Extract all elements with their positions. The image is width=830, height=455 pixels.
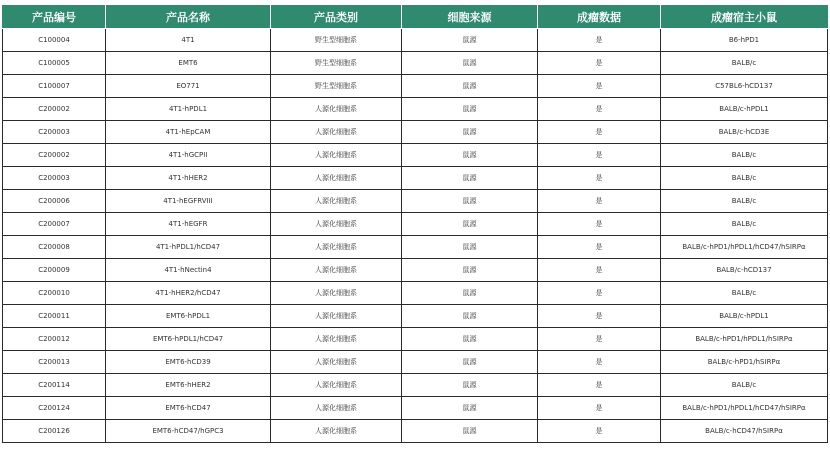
cell-host-mouse: BALB/c-hCD137	[661, 259, 828, 282]
cell-product-name: 4T1-hEGFRVIII	[106, 190, 271, 213]
cell-product-category: 野生型细胞系	[271, 29, 402, 52]
cell-cell-source: 鼠源	[402, 167, 538, 190]
table-row	[3, 282, 828, 305]
cell-host-mouse: BALB/c-hCD47/hSIRPα	[661, 420, 828, 443]
cell-product-name: EMT6-hCD47	[106, 397, 271, 420]
cell-product-name: 4T1-hPDL1/hCD47	[106, 236, 271, 259]
cell-product-name: EMT6-hCD39	[106, 351, 271, 374]
cell-product-category: 人源化细胞系	[271, 282, 402, 305]
table-row	[3, 190, 828, 213]
cell-product-id: C200124	[3, 397, 106, 420]
cell-host-mouse: BALB/c	[661, 374, 828, 397]
table-row	[3, 167, 828, 190]
cell-cell-source: 鼠源	[402, 52, 538, 75]
header-tumor-data: 成瘤数据	[538, 6, 661, 29]
cell-product-name: 4T1-hEpCAM	[106, 121, 271, 144]
cell-product-name: EMT6	[106, 52, 271, 75]
cell-cell-source: 鼠源	[402, 98, 538, 121]
cell-product-category: 人源化细胞系	[271, 328, 402, 351]
cell-tumor-data: 是	[538, 236, 661, 259]
cell-tumor-data: 是	[538, 213, 661, 236]
cell-product-category: 野生型细胞系	[271, 52, 402, 75]
table-row	[3, 52, 828, 75]
cell-tumor-data: 是	[538, 52, 661, 75]
cell-cell-source: 鼠源	[402, 397, 538, 420]
cell-host-mouse: BALB/c	[661, 167, 828, 190]
cell-tumor-data: 是	[538, 190, 661, 213]
cell-host-mouse: BALB/c	[661, 52, 828, 75]
cell-product-category: 人源化细胞系	[271, 144, 402, 167]
table-row	[3, 420, 828, 443]
table-row	[3, 374, 828, 397]
cell-product-name: 4T1-hNectin4	[106, 259, 271, 282]
cell-tumor-data: 是	[538, 282, 661, 305]
cell-cell-source: 鼠源	[402, 213, 538, 236]
cell-product-category: 人源化细胞系	[271, 259, 402, 282]
cell-cell-source: 鼠源	[402, 420, 538, 443]
cell-product-category: 野生型细胞系	[271, 75, 402, 98]
table-body	[3, 29, 828, 443]
cell-host-mouse: BALB/c-hPD1/hPDL1/hCD47/hSIRPα	[661, 236, 828, 259]
cell-cell-source: 鼠源	[402, 351, 538, 374]
header-product-category: 产品类别	[271, 6, 402, 29]
cell-product-category: 人源化细胞系	[271, 98, 402, 121]
cell-product-name: EMT6-hPDL1	[106, 305, 271, 328]
cell-product-id: C200009	[3, 259, 106, 282]
cell-host-mouse: BALB/c-hPDL1	[661, 305, 828, 328]
cell-product-category: 人源化细胞系	[271, 190, 402, 213]
cell-product-name: 4T1-hEGFR	[106, 213, 271, 236]
cell-cell-source: 鼠源	[402, 259, 538, 282]
cell-host-mouse: BALB/c	[661, 190, 828, 213]
cell-product-id: C100004	[3, 29, 106, 52]
table-header-row	[3, 6, 828, 29]
cell-tumor-data: 是	[538, 259, 661, 282]
header-product-id: 产品编号	[3, 6, 106, 29]
cell-product-category: 人源化细胞系	[271, 213, 402, 236]
cell-cell-source: 鼠源	[402, 305, 538, 328]
cell-host-mouse: BALB/c	[661, 282, 828, 305]
cell-tumor-data: 是	[538, 397, 661, 420]
cell-host-mouse: C57BL6-hCD137	[661, 75, 828, 98]
table-row	[3, 98, 828, 121]
table-row	[3, 328, 828, 351]
table-row	[3, 259, 828, 282]
cell-product-name: 4T1-hHER2	[106, 167, 271, 190]
cell-product-category: 人源化细胞系	[271, 236, 402, 259]
cell-product-id: C200006	[3, 190, 106, 213]
cell-product-id: C200003	[3, 167, 106, 190]
cell-product-category: 人源化细胞系	[271, 121, 402, 144]
cell-cell-source: 鼠源	[402, 190, 538, 213]
cell-host-mouse: BALB/c	[661, 144, 828, 167]
table-row	[3, 75, 828, 98]
cell-host-mouse: BALB/c-hPD1/hPDL1/hCD47/hSIRPα	[661, 397, 828, 420]
cell-product-id: C200002	[3, 98, 106, 121]
cell-product-category: 人源化细胞系	[271, 167, 402, 190]
cell-product-id: C100005	[3, 52, 106, 75]
cell-product-name: EO771	[106, 75, 271, 98]
cell-product-id: C200114	[3, 374, 106, 397]
cell-cell-source: 鼠源	[402, 75, 538, 98]
cell-host-mouse: BALB/c-hPD1/hSIRPα	[661, 351, 828, 374]
cell-host-mouse: BALB/c	[661, 213, 828, 236]
cell-product-id: C200010	[3, 282, 106, 305]
product-table	[2, 5, 828, 443]
cell-host-mouse: BALB/c-hCD3E	[661, 121, 828, 144]
cell-product-id: C200013	[3, 351, 106, 374]
cell-product-name: 4T1-hGCPII	[106, 144, 271, 167]
cell-cell-source: 鼠源	[402, 282, 538, 305]
cell-product-name: EMT6-hHER2	[106, 374, 271, 397]
cell-product-name: EMT6-hCD47/hGPC3	[106, 420, 271, 443]
cell-product-name: 4T1-hHER2/hCD47	[106, 282, 271, 305]
cell-product-id: C200002	[3, 144, 106, 167]
cell-tumor-data: 是	[538, 351, 661, 374]
cell-product-id: C200007	[3, 213, 106, 236]
cell-host-mouse: BALB/c-hPD1/hPDL1/hSIRPα	[661, 328, 828, 351]
cell-tumor-data: 是	[538, 75, 661, 98]
cell-tumor-data: 是	[538, 374, 661, 397]
cell-host-mouse: BALB/c-hPDL1	[661, 98, 828, 121]
cell-product-id: C200003	[3, 121, 106, 144]
cell-tumor-data: 是	[538, 144, 661, 167]
cell-product-category: 人源化细胞系	[271, 397, 402, 420]
cell-product-id: C200126	[3, 420, 106, 443]
cell-cell-source: 鼠源	[402, 29, 538, 52]
table-row	[3, 236, 828, 259]
cell-product-id: C200008	[3, 236, 106, 259]
cell-product-id: C100007	[3, 75, 106, 98]
cell-product-name: EMT6-hPDL1/hCD47	[106, 328, 271, 351]
cell-product-name: 4T1	[106, 29, 271, 52]
cell-tumor-data: 是	[538, 305, 661, 328]
cell-tumor-data: 是	[538, 328, 661, 351]
table-row	[3, 121, 828, 144]
cell-tumor-data: 是	[538, 98, 661, 121]
cell-tumor-data: 是	[538, 121, 661, 144]
cell-product-category: 人源化细胞系	[271, 420, 402, 443]
cell-tumor-data: 是	[538, 420, 661, 443]
cell-product-id: C200011	[3, 305, 106, 328]
table-row	[3, 351, 828, 374]
cell-host-mouse: B6-hPD1	[661, 29, 828, 52]
cell-product-category: 人源化细胞系	[271, 351, 402, 374]
cell-cell-source: 鼠源	[402, 374, 538, 397]
table-row	[3, 305, 828, 328]
cell-tumor-data: 是	[538, 167, 661, 190]
cell-product-id: C200012	[3, 328, 106, 351]
header-cell-source: 细胞来源	[402, 6, 538, 29]
table-row	[3, 213, 828, 236]
cell-cell-source: 鼠源	[402, 144, 538, 167]
cell-cell-source: 鼠源	[402, 121, 538, 144]
cell-cell-source: 鼠源	[402, 328, 538, 351]
cell-product-category: 人源化细胞系	[271, 305, 402, 328]
product-table-container	[2, 5, 827, 443]
table-row	[3, 397, 828, 420]
table-row	[3, 144, 828, 167]
header-host-mouse: 成瘤宿主小鼠	[661, 6, 828, 29]
header-product-name: 产品名称	[106, 6, 271, 29]
cell-product-name: 4T1-hPDL1	[106, 98, 271, 121]
cell-product-category: 人源化细胞系	[271, 374, 402, 397]
cell-tumor-data: 是	[538, 29, 661, 52]
cell-cell-source: 鼠源	[402, 236, 538, 259]
table-row	[3, 29, 828, 52]
